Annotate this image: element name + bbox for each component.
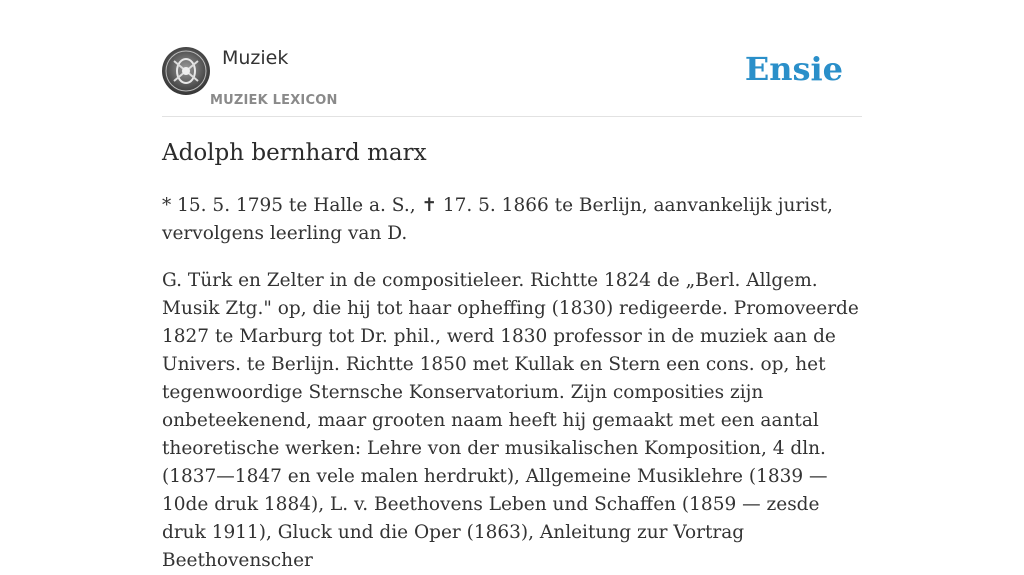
musical-emblem-icon[interactable] — [162, 47, 210, 95]
page-content — [162, 0, 862, 571]
brand-logo-link[interactable]: Ensie — [744, 50, 843, 88]
source-name[interactable]: Muziek — [222, 47, 289, 69]
article-paragraph-2: G. Türk en Zelter in de compositieleer. Richtte 1824 de „Berl. Allgem. Musik Ztg." op, die hij tot haar opheffing (1830) redigeerde. Promoveerde 1827 te Marburg tot Dr. phil., werd 1830 professor in de muziek aan de Univers. te Berlijn. Richtte 1850 met Kullak en Stern een cons. op, het tegenwoordige Sternsche Konservatorium. Zijn composities zijn onbeteekenend, maar grooten naam heeft hij gemaakt met een aantal theoretische werken: Lehre von der musikalischen Komposition, 4 dln. (1837—1847 en vele malen herdrukt), Allgemeine Musiklehre (1839 — 10de druk 1884), L. v. Beethovens Leben und Schaffen (1859 — zesde druk 1911), Gluck und die Oper (1863), Anleitung zur Vortrag Beethovenscher — [162, 270, 859, 571]
article-paragraph-1: * 15. 5. 1795 te Halle a. S., ✝ 17. 5. 1866 te Berlijn, aanvankelijk jurist, vervolgens leerling van D. — [162, 195, 833, 244]
article-header — [162, 0, 862, 117]
source-subtitle[interactable]: MUZIEK LEXICON — [210, 93, 338, 108]
article-title: Adolph bernhard marx — [162, 140, 427, 166]
